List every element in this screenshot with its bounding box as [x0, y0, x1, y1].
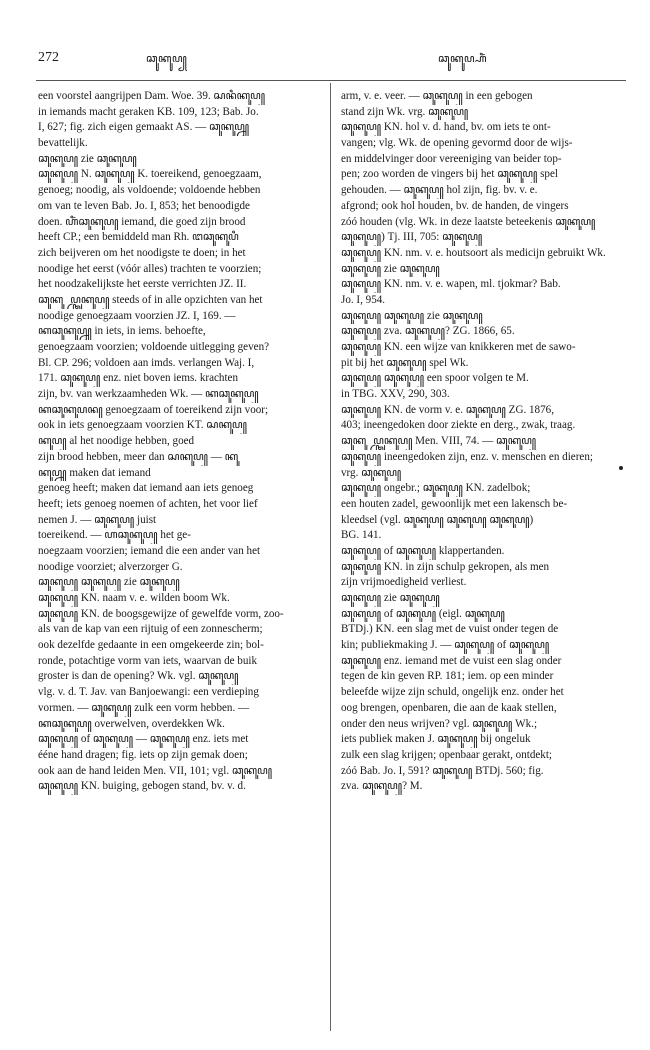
- entry-line: zijn, bv. van werkzaamheden Wk. — ꦏꦕꦸꦏꦸꦥ꧀: [38, 388, 259, 401]
- entry-line: tegen de kin geven RP. 181; iem. op een minder: [341, 670, 554, 683]
- entry-line: kleedsel (vgl. ꦕꦸꦏꦸꦥ꧀ ꦕꦸꦏꦸꦥ꧀ ꦕꦸꦏꦸꦥ꧀): [341, 513, 534, 526]
- entry-line: het noodzakelijkste het eerste verrichten JZ. II.: [38, 278, 247, 291]
- entry-line: ééne hand dragen; fig. iets op zijn gemak doen;: [38, 748, 248, 761]
- entry-line: ꦕꦸꦏꦸꦥ꧀ꦕꦸꦏꦸꦥ꧀ steeds of in alle opzichten van het: [38, 293, 263, 306]
- entry-line: ꦏꦸꦥ꧀ꦤ꧀ maken dat iemand: [38, 466, 151, 479]
- entry-line: afgrond; ook hol houden, bv. de handen, de vingers: [341, 199, 569, 212]
- entry-line: zulk een slag krijgen; openbaar gerakt, ontdekt;: [341, 748, 553, 761]
- entry-line: ꦕꦸꦏꦸꦥ꧀ KN. nm. v. e. wapen, ml. tjokmar? Bab.: [341, 278, 561, 291]
- entry-line: als van de kap van een rijtuig of een zonnescherm;: [38, 623, 263, 636]
- entry-line: doen. ꦲꦶꦁꦕꦸꦏꦸꦥ꧀ iemand, die goed zijn brood: [38, 215, 246, 228]
- entry-line: ꦕꦸꦏꦸꦥ꧀ KN. naam v. e. wilden boom Wk.: [38, 592, 230, 604]
- entry-line: om van te leven Bab. Jo. I, 853; het benoodigde: [38, 199, 250, 212]
- entry-line: ꦕꦸꦏꦸꦥ꧀ zie ꦕꦸꦏꦸꦥ꧀: [341, 592, 440, 604]
- entry-line: ook dezelfde gedaante in een omgekeerde zin; bol-: [38, 639, 264, 652]
- entry-line: toereikend. — ꦲꦕꦸꦏꦸꦥ꧀ het ge-: [38, 529, 191, 542]
- entry-line: vrg. ꦕꦸꦏꦸꦥ꧀: [341, 466, 402, 479]
- entry-line: 403; ineengedoken door ziekte en derg., zwak, traag.: [341, 419, 576, 432]
- entry-line: ꦕꦸꦏꦸꦥ꧀ KN. de vorm v. e. ꦕꦸꦏꦸꦥ꧀ ZG. 1876,: [341, 403, 554, 416]
- entry-line: ꦕꦸꦏꦸꦥ꧀ of ꦕꦸꦏꦸꦥ꧀ — ꦕꦸꦏꦸꦥ꧀ enz. iets met: [38, 733, 249, 746]
- entry-line: ꦕꦸꦏꦸꦥ꧀ enz. iemand met de vuist een slag onder: [341, 654, 562, 667]
- entry-line: zóó houden (vlg. Wk. in deze laatste beteekenis ꦕꦸꦏꦸꦥ꧀: [341, 215, 596, 228]
- entry-line: ꦕꦸꦏꦸꦥ꧀ KN. buiging, gebogen stand, bv. v. d.: [38, 780, 246, 793]
- entry-line: ꦕꦸꦏꦸꦥ꧀ ꦕꦸꦏꦸꦥ꧀ een spoor volgen te M.: [341, 372, 529, 385]
- entry-line: ook aan de hand leiden Men. VII, 101; vgl. ꦕꦸꦏꦸꦥ꧀: [38, 764, 273, 777]
- entry-line: ꦕꦸꦏꦸꦥ꧀ ineengedoken zijn, enz. v. menschen en dieren;: [341, 450, 593, 463]
- running-head-left: ꦕꦸꦏꦸꦥ꧀: [146, 53, 188, 65]
- entry-line: ꦕꦸꦏꦸꦥ꧀ zva. ꦕꦸꦏꦸꦥ꧀? ZG. 1866, 65.: [341, 325, 515, 338]
- entry-line: BTDj.) KN. een slag met de vuist onder tegen de: [341, 623, 559, 636]
- entry-line: bevattelijk.: [38, 137, 88, 150]
- entry-line: Bl. CP. 296; voldoen aan imds. verlangen Waj. I,: [38, 356, 255, 369]
- entry-line: I, 627; fig. zich eigen gemaakt AS. — ꦕꦸꦏꦸꦥ꧀ꦤ꧀: [38, 121, 250, 134]
- entry-line: ꦕꦸꦏꦸꦥ꧀) Tj. III, 705: ꦕꦸꦏꦸꦥ꧀: [341, 231, 483, 244]
- entry-line: ꦕꦸꦏꦸꦥ꧀ zie ꦕꦸꦏꦸꦥ꧀: [38, 152, 137, 165]
- page-number: 272: [38, 50, 59, 65]
- entry-line: Jo. I, 954.: [341, 293, 386, 306]
- entry-line: een voorstel aangrijpen Dam. Woe. 39. ꦱꦤꦶꦏꦸꦥ꧀: [38, 90, 266, 102]
- entry-line: ꦕꦸꦏꦸꦥ꧀ N. ꦕꦸꦏꦸꦥ꧀ K. toereikend, genoegzaam,: [38, 168, 262, 181]
- entry-line: zijn vrijmoedigheid verliest.: [341, 576, 467, 589]
- entry-line: iets publiek maken J. ꦕꦸꦏꦸꦥ꧀ bij ongeluk: [341, 733, 531, 746]
- entry-line: noodige het eerst (vóór alles) trachten te voorzien;: [38, 262, 262, 275]
- entry-line: kin; publiekmaking J. — ꦕꦸꦏꦸꦥ꧀ of ꦕꦸꦏꦸꦥ꧀: [341, 639, 550, 652]
- entry-line: ꦕꦸꦏꦸꦥ꧀ KN. de boogsgewijze of gewelfde vorm, zoo-: [38, 607, 284, 620]
- entry-line: zva. ꦕꦸꦏꦸꦥ꧀? M.: [341, 780, 423, 793]
- entry-line: pen; zoo worden de vingers bij het ꦕꦸꦏꦸꦥ꧀ spel: [341, 168, 558, 181]
- entry-line: noodige voorziet; alverzorger G.: [38, 560, 183, 573]
- entry-line: ook in iets genoegzaam voorzien KT. ꦱꦏꦸꦥ꧀: [38, 419, 247, 432]
- entry-line: groster is dan de opening? Wk. vgl. ꦕꦸꦏꦸꦥ꧀: [38, 670, 239, 683]
- running-head-right: ꦕꦸꦏꦸꦥ꧀ꦲꦶꦁ: [438, 53, 487, 65]
- entry-line: in TBG. XXV, 290, 303.: [341, 388, 450, 401]
- entry-line: noegzaam voorzien; iemand die een ander van het: [38, 544, 261, 557]
- entry-line: pit bij het ꦕꦸꦏꦸꦥ꧀ spel Wk.: [341, 356, 469, 369]
- entry-line: gehouden. — ꦕꦸꦏꦸꦥ꧀ hol zijn, fig. bv. v. e.: [341, 184, 538, 197]
- entry-line: zóó Bab. Jo. I, 591? ꦕꦸꦏꦸꦥ꧀ BTDj. 560; fig.: [341, 764, 544, 777]
- header-rule: [36, 80, 626, 81]
- entry-line: ꦕꦸꦏꦸꦥ꧀ of ꦕꦸꦏꦸꦥ꧀ klappertanden.: [341, 544, 505, 557]
- page-header: [38, 50, 624, 70]
- entry-line: en middelvinger door vereeniging van beider top-: [341, 152, 562, 165]
- entry-line: ꦕꦸꦏꦸꦥ꧀ of ꦕꦸꦏꦸꦥ꧀ (eigl. ꦕꦸꦏꦸꦥ꧀: [341, 607, 505, 620]
- entry-line: ronde, potachtige vorm van iets, waarvan de buik: [38, 654, 258, 667]
- entry-line: ꦕꦸꦏꦸꦥ꧀ ꦕꦸꦏꦸꦥ꧀ zie ꦕꦸꦏꦸꦥ꧀: [38, 576, 180, 589]
- entry-line: ꦏꦸꦥ꧀ al het noodige hebben, goed: [38, 435, 195, 448]
- entry-line: stand zijn Wk. vrg. ꦕꦸꦏꦸꦥ꧀: [341, 105, 469, 118]
- entry-line: BG. 141.: [341, 529, 382, 542]
- entry-line: heeft; iets genoeg noemen of achten, het voor lief: [38, 497, 258, 510]
- entry-line: vangen; vlg. Wk. de opening gevormd door de wijs-: [341, 137, 573, 150]
- entry-line: vormen. — ꦕꦸꦏꦸꦥ꧀ zulk een vorm hebben. —: [38, 701, 250, 714]
- entry-line: 171. ꦕꦸꦏꦸꦥ꧀ enz. niet boven iems. krachten: [38, 372, 239, 385]
- entry-line: ꦕꦸꦏꦸꦥ꧀ KN. in zijn schulp gekropen, als men: [341, 560, 550, 573]
- entry-line: ꦕꦸꦏꦸꦥ꧀ ꦕꦸꦏꦸꦥ꧀ zie ꦕꦸꦏꦸꦥ꧀: [341, 309, 483, 322]
- entry-line: noodige genoegzaam voorzien JZ. I, 169. —: [38, 309, 236, 322]
- entry-line: oog brengen, openbaren, die aan de kaak stellen,: [341, 701, 557, 714]
- entry-line: genoegzaam voorzien; voldoende uitlegging geven?: [38, 341, 270, 353]
- entry-line: ꦕꦸꦏꦸꦥ꧀ ongebr.; ꦕꦸꦏꦸꦥ꧀ KN. zadelbok;: [341, 482, 531, 495]
- entry-line: arm, v. e. veer. — ꦕꦸꦏꦸꦥ꧀ in een gebogen: [341, 90, 533, 102]
- entry-line: ꦏꦕꦸꦏꦸꦥ꧀ꦤ꧀ in iets, in iems. behoefte,: [38, 325, 206, 338]
- entry-line: beleefde wijze zijn schuld, ongelijk enz. onder het: [341, 686, 564, 699]
- entry-line: ꦕꦸꦏꦸꦥ꧀ꦕꦸꦏꦸꦥ꧀ Men. VIII, 74. — ꦕꦸꦏꦸꦥ꧀: [341, 435, 537, 448]
- entry-line: ꦏꦕꦸꦏꦸꦥ꧀ overwelven, overdekken Wk.: [38, 717, 225, 730]
- entry-line: ꦏꦕꦸꦏꦸꦥꦤ꧀ genoegzaam of toereikend zijn voor;: [38, 403, 269, 416]
- ink-speck: [619, 466, 623, 470]
- column-divider: [330, 83, 331, 1031]
- entry-line: zijn brood hebben, meer dan ꦱꦏꦸꦥ꧀ — ꦏꦸ: [38, 450, 239, 463]
- left-column: [38, 89, 320, 795]
- entry-line: een houten zadel, gewoonlijk met een lakensch be-: [341, 497, 568, 510]
- entry-line: ꦕꦸꦏꦸꦥ꧀ zie ꦕꦸꦏꦸꦥ꧀: [341, 262, 440, 275]
- entry-line: genoeg heeft; maken dat iemand aan iets genoeg: [38, 482, 254, 495]
- entry-line: genoeg; noodig, als voldoende; voldoende hebben: [38, 184, 261, 197]
- entry-line: onder den neus wrijven? vgl. ꦕꦸꦏꦸꦥ꧀ Wk.;: [341, 717, 538, 730]
- right-column: [341, 89, 623, 795]
- entry-line: in iemands macht geraken KB. 109, 123; Bab. Jo.: [38, 105, 259, 118]
- entry-line: ꦕꦸꦏꦸꦥ꧀ KN. nm. v. e. houtsoort als medicijn gebruikt Wk.: [341, 246, 606, 259]
- entry-line: ꦕꦸꦏꦸꦥ꧀ KN. hol v. d. hand, bv. om iets te ont-: [341, 121, 551, 134]
- entry-line: zich beijveren om het noodigste te doen; in het: [38, 246, 246, 259]
- entry-line: heeft CP.; een bemiddeld man Rh. ꦔꦕꦸꦏꦸꦥꦶ: [38, 231, 239, 244]
- entry-line: nemen J. — ꦕꦸꦏꦸꦥ꧀ juist: [38, 513, 157, 526]
- entry-line: ꦕꦸꦏꦸꦥ꧀ KN. een wijze van knikkeren met de sawo-: [341, 341, 576, 353]
- entry-line: vlg. v. d. T. Jav. van Banjoewangi: een verdieping: [38, 686, 259, 699]
